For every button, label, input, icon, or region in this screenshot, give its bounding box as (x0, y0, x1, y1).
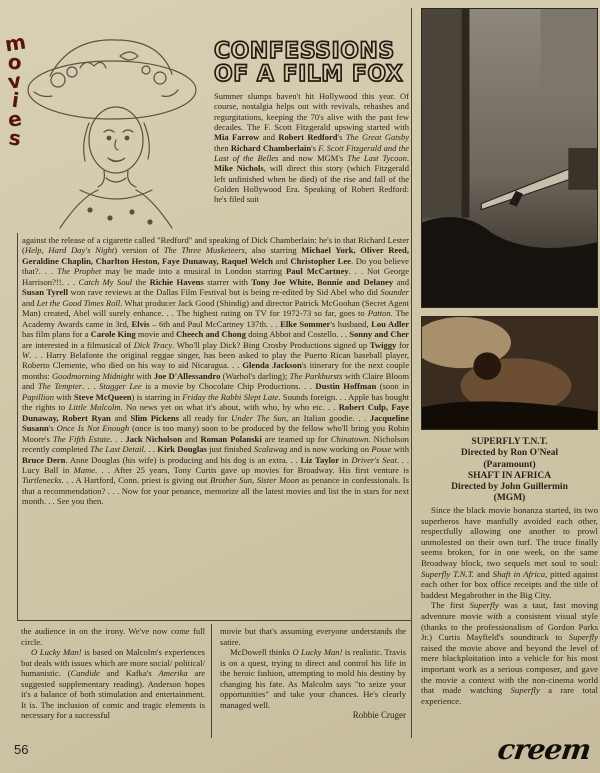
masthead-letter: s (7, 125, 23, 151)
film-fox-illustration (20, 28, 212, 230)
main-column-divider (411, 8, 412, 738)
caption-line: SUPERFLY T.N.T. (471, 437, 548, 447)
continuation-paragraph: O Lucky Man! is based on Malcolm's experiences but deals with issues which are more social/ political/ humanistic. (Candide and Kafka's Amerika are suggested supplementary reading). Anderson hopes it's a balance of both stimulation and entertainment. It is. The inclusion of comic and tragic elements is necessary for a successful (21, 647, 205, 720)
review-photo-still (421, 316, 598, 430)
caption-line: SHAFT IN AFRICA (467, 470, 552, 481)
continuation-paragraph: McDowell thinks O Lucky Man! is realistic. Travis is on a quest, trying to direct and control his life in the heroic fashion, attempting to mold his destiny by changing his fate. As Malcolm says "to seize your opportunities" and take your chances. He's clearly managed well. (220, 647, 406, 710)
bottom-column-divider (211, 624, 212, 738)
continuation-left-column (21, 626, 205, 738)
masthead-letter: i (9, 87, 21, 113)
article-title-line1: CONFESSIONS (214, 39, 395, 64)
article-title-line2: OF A FILM FOX (214, 62, 404, 87)
review-text (421, 505, 598, 767)
caption-line: Directed by John Guillermin (451, 482, 568, 493)
masthead-letter: o (6, 49, 24, 75)
article-left-rule (17, 233, 18, 620)
article-bottom-rule (17, 620, 411, 621)
caption-line: (Paramount) (483, 459, 536, 470)
continuation-paragraph: movie but that's assuming everyone understands the satire. (220, 626, 406, 647)
magazine-logo: creem (495, 733, 593, 766)
article-body: against the release of a cigarette called "Redford" and speaking of Dick Chamberlain: he's in that Richard Lester (Help, Hard Day's Night) version of The Three Musketeers, also starring Michael York, Oliver Reed, Geraldine Chaplin, Charlton Heston, Faye Dunaway, Raquel Welch and Christopher Lee. Do you believe that?. . . The Prophet may be made into a musical in London starring Paul McCartney. . . Not George Harrison?!!. . . Catch My Soul the Richie Havens starrer with Tony Joe White, Bonnie and Delaney and Susan Tyrell won rave reviews at the Dallas Film Festival but is being re-edited by Sid Abel who did Sounder and Let the Good Times Roll. What producer Jack Good (Shindig) and director Patrick McGoohan (Secret Agent Man) created, Abel will surely enhance. . . The highest rating on TV for 1972-73 so far, goes to Patton. The Academy Awards came in 3rd, Elvis – 6th and Paul McCartney 137th. . . Elke Sommer's husband, Lou Adler has film plans for a Carole King movie and Cheech and Chong doing Abbot and Costello. . . Sonny and Cher are interested in a filmusical of Dick Tracy. Who'll play Dick? Bing Crosby Productions signed up Twiggy for W. . . Harry Belafonte the original reggae singer, has been asked to play the Puerto Rican baseball player, Roberto Clemente, who died on his way to aid Nicaragua. . . Glenda Jackson's itinerary for the next couple months: Goodmorning Midnight with Joe D'Allessandro (Warhol's darling); The Parkhursts with Claire Bloom and The Tempter. . . Stagger Lee is a movie by Chocolate Chip Productions. . . Dustin Hoffman (soon in Papillion with Steve McQueen) is starring in Friday the Rabbi Slept Late. Sounds foreign. . . Apple has bought the rights to Little Malcolm. No news yet on what it's about, with who, by who etc. . . Robert Culp, Faye Dunaway, Robert Ryan and Slim Pickens all ready for Under The Sun, an Italian goodie. . . Jacqueline Susann's Once Is Not Enough (once is too many) soon to be produced by the fellow who'll bring you Robin Moore's The Fifth Estate. . . Jack Nicholson and Roman Polanski are teamed up for Chinatown. Nicholson recently completed The Last Detail. . . Kirk Douglas just finished Scalawag and is now working on Posse with Bruce Dern. Anne Douglas (his wife) is producing and his dog is an extra. . . Liz Taylor in Driver's Seat. . . Lucy Ball in Mame. . . After 25 years, Tony Curtis gave up movies for Broadway. His first venture is Turtlenecks. . . A Hartford, Conn. priest is giving out Brother Sun, Sister Moon as penance in confessionals. Is that a recommendation? . . . Now for your penance, memorize all the latest movies and list the in stars for next month. . . See you then. (22, 235, 409, 507)
page-number: 56 (14, 742, 29, 757)
caption-line: Directed by Ron O'Neal (460, 448, 559, 459)
masthead-letter: e (6, 106, 24, 132)
masthead-letter: v (6, 68, 24, 94)
review-byline: Robbie Cruger (352, 710, 406, 720)
review-photo-rifle (421, 8, 598, 308)
article-intro: Summer slumps haven't hit Hollywood this year. Of course, nostalgia helps out with revivals, rehashes and regurgitations, keeping the 70's alive with the past few decades. The F. Scott Fitzgerald upswing started with Mia Farrow and Robert Redford's The Great Gatsby then Richard Chamberlain's F. Scott Fitzgerald and the Last of the Belles and now MGM's The Last Tycoon. Mike Nichols, will direct this story (which Fitzgerald left unfinished when he died) of the rise and fall of the Golden Hollywood Era. Speaking of Robert Redford: he's filed suit (214, 91, 409, 205)
caption-line: (MGM) (493, 493, 526, 504)
review-caption (421, 437, 598, 505)
article-title (214, 40, 410, 86)
masthead-letter: m (2, 29, 28, 57)
review-paragraph: The first Superfly was a taut, fast moving adventure movie with a consistent visual style (thanks to the professionalism of Gordon Parks Jr.) Curtis Mayfield's soundtrack to Superfly raised the movie above and beyond the level of mere blackploitation into a vehicle for his most important work as a serious composer, and gave the movie a context with the non-cinema world that made watching Superfly a rare total experience. (421, 600, 598, 706)
continuation-middle-column (220, 626, 406, 738)
continuation-paragraph: the audience in on the irony. We've now come full circle. (21, 626, 205, 647)
review-paragraph: Since the black movie bonanza started, its two superheros have manfully avoided each other, respectfully allowing one another to prowl unmolested on their own turf. The truce finally seems broken, for in one week, on the same Broadway block, two sequels met soul to soul: Superfly T.N.T. and Shaft in Africa, pitted against each other for box office receipts and the title of baddest Megabrother in the Big City. (421, 505, 598, 600)
